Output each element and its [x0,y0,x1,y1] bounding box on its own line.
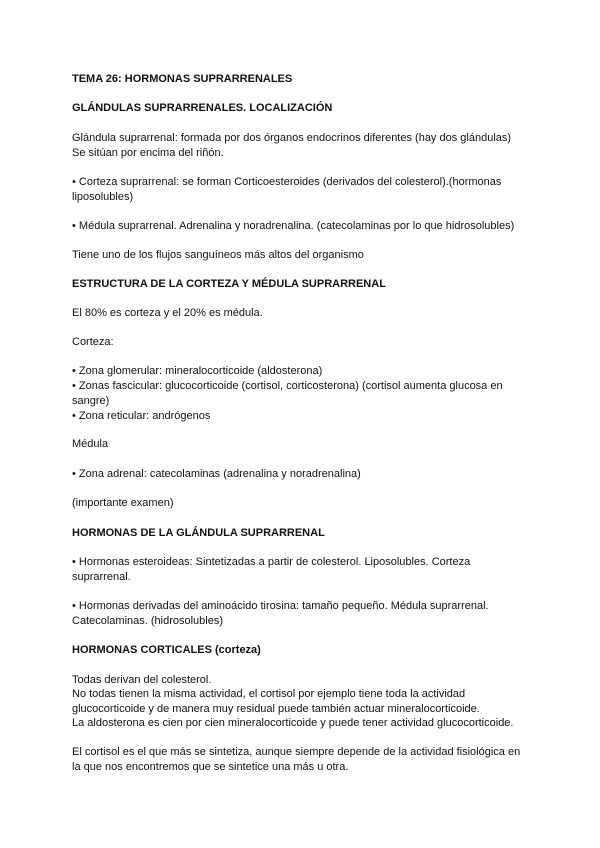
label-corteza: Corteza: [72,336,114,348]
section-heading-localizacion: GLÁNDULAS SUPRARRENALES. LOCALIZACIÓN [72,102,333,114]
bullet-item-continuation: Catecolaminas. (hidrosolubles) [72,615,224,627]
bullet-item-zona-reticular: • Zona reticular: andrógenos [72,410,211,422]
bullet-item-zona-glomerular: • Zona glomerular: mineralocorticoide (aldosterona) [72,365,323,377]
paragraph-line: No todas tienen la misma actividad, el cortisol por ejemplo tiene toda la actividad [72,688,466,700]
bullet-item-medula: • Médula suprarrenal. Adrenalina y noradrenalina. (catecolaminas por lo que hidrosolubles) [72,220,515,232]
bullet-item-continuation: suprarrenal. [72,571,131,583]
paragraph-line: El cortisol es el que más se sintetiza, aunque siempre depende de la actividad fisiológica en [72,746,521,758]
paragraph-line: Se sitúan por encima del riñón. [72,147,224,159]
paragraph-line: Todas derivan del colesterol. [72,674,212,686]
paragraph-line: Tiene uno de los flujos sanguíneos más altos del organismo [72,249,364,261]
section-heading-hormonas-glandula: HORMONAS DE LA GLÁNDULA SUPRARRENAL [72,527,325,539]
label-medula: Médula [72,438,109,450]
bullet-item-esteroideas: • Hormonas esteroideas: Sintetizadas a partir de colesterol. Liposolubles. Corteza [72,556,471,568]
paragraph-line: glucocorticoide y de manera muy residual puede también actuar mineralocorticoide. [72,703,480,715]
document-title: TEMA 26: HORMONAS SUPRARRENALES [72,73,293,85]
paragraph-line: la que nos encontremos que se sintetice una más u otra. [72,761,349,773]
paragraph-line: El 80% es corteza y el 20% es médula. [72,307,263,319]
bullet-item-continuation: liposolubles) [72,191,134,203]
bullet-item-zona-fascicular: • Zonas fascicular: glucocorticoide (cortisol, corticosterona) (cortisol aumenta glucosa en [72,380,503,392]
bullet-item-zona-adrenal: • Zona adrenal: catecolaminas (adrenalina y noradrenalina) [72,468,361,480]
bullet-item-continuation: sangre) [72,395,110,407]
note-importante: (importante examen) [72,497,174,509]
paragraph-line: La aldosterona es cien por cien mineralocorticoide y puede tener actividad glucocorticoide. [72,717,514,729]
bullet-item-corteza: • Corteza suprarrenal: se forman Corticoesteroides (derivados del colesterol).(hormonas [72,176,502,188]
bullet-item-tirosina: • Hormonas derivadas del aminoácido tirosina: tamaño pequeño. Médula suprarrenal. [72,600,489,612]
section-heading-hormonas-corticales: HORMONAS CORTICALES (corteza) [72,644,261,656]
section-heading-estructura: ESTRUCTURA DE LA CORTEZA Y MÉDULA SUPRARRENAL [72,278,386,290]
paragraph-line: Glándula suprarrenal: formada por dos órganos endocrinos diferentes (hay dos glándulas) [72,132,512,144]
